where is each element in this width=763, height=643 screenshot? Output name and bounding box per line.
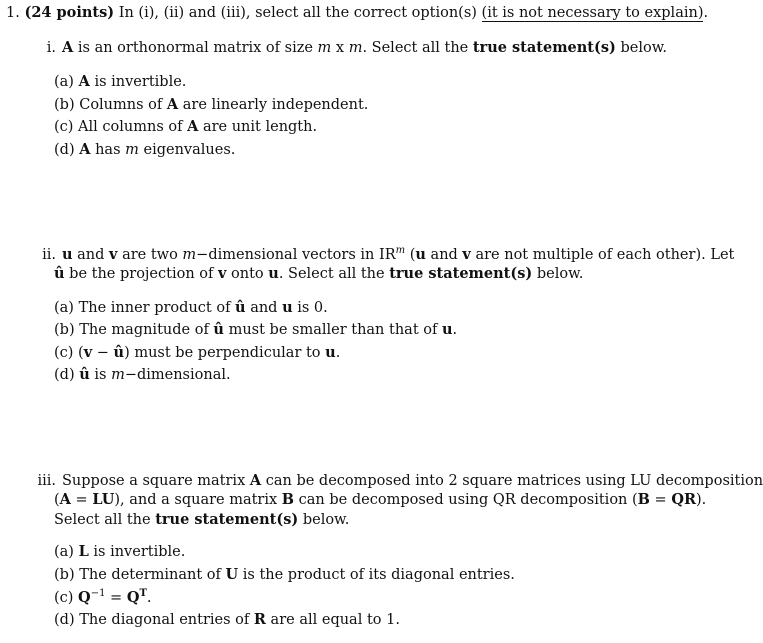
- part-iii-option-a: (a) L is invertible.: [54, 543, 186, 560]
- part-i-stem: i. A is an orthonormal matrix of size m x m. Select all the true statement(s) below.: [34, 38, 667, 58]
- part-iii-option-d: (d) The diagonal entries of R are all equal to 1.: [54, 611, 400, 628]
- part-ii-stem-line1: ii. u and v are two m−dimensional vectors in $IR^m$ (u and v are not multiple of each other). Let: [34, 245, 734, 265]
- part-ii-label: ii.: [42, 247, 56, 263]
- question-note: (it is not necessary to explain): [481, 5, 704, 21]
- part-i-option-b: (b) Columns of A are linearly independent.: [54, 96, 369, 113]
- question-number: 1.: [6, 5, 20, 21]
- part-ii-option-a: (a) The inner product of û and u is 0.: [54, 299, 328, 316]
- part-iii-stem-line2: (A = LU), and a square matrix B can be decomposed using QR decomposition (B = QR).: [54, 491, 707, 508]
- question-points: (24 points): [24, 4, 115, 21]
- part-ii-option-c: (c) (v − û) must be perpendicular to u.: [54, 344, 341, 361]
- part-i-option-a: (a) A is invertible.: [54, 73, 187, 90]
- part-iii-stem-line1: iii. Suppose a square matrix A can be decomposed into 2 square matrices using LU decomposition: [34, 471, 763, 491]
- question-instruction: In (i), (ii) and (iii), select all the correct option(s): [114, 5, 482, 21]
- question-header: [6, 3, 708, 23]
- part-iii-option-c: (c) $Q^{-1} = Q^T$.: [54, 588, 152, 606]
- part-ii-option-d: (d) û is m−dimensional.: [54, 366, 231, 383]
- question-end: .: [703, 5, 709, 21]
- part-i-option-c: (c) All columns of A are unit length.: [54, 118, 318, 135]
- part-ii-option-b: (b) The magnitude of û must be smaller than that of u.: [54, 321, 458, 338]
- part-iii-option-b: (b) The determinant of U is the product of its diagonal entries.: [54, 566, 515, 583]
- part-i-label: i.: [46, 40, 56, 56]
- part-iii-label: iii.: [37, 473, 56, 489]
- part-ii-stem-line2: û be the projection of v onto u. Select all the true statement(s) below.: [54, 265, 584, 282]
- part-i-option-d: (d) A has m eigenvalues.: [54, 141, 236, 158]
- part-iii-stem-line3: Select all the true statement(s) below.: [54, 511, 350, 528]
